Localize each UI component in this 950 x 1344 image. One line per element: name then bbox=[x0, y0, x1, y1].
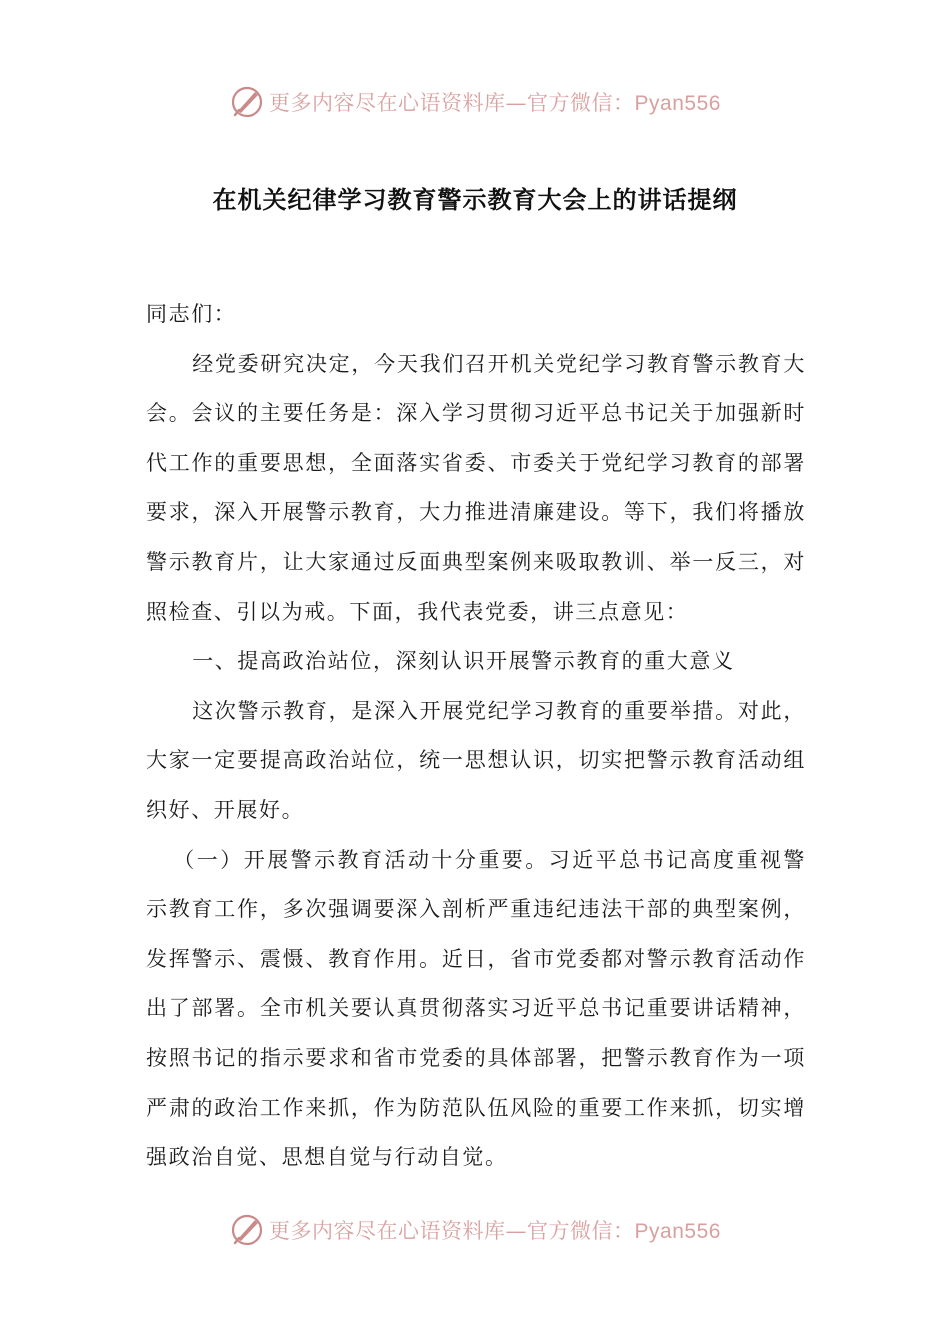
section-heading-1: 一、提高政治站位，深刻认识开展警示教育的重大意义 bbox=[192, 649, 735, 674]
paragraph-intro: 经党委研究决定，今天我们召开机关党纪学习教育警示教育大会。会议的主要任务是：深入学习贯彻习近平总书记关于加强新时代工作的重要思想，全面落实省委、市委关于党纪学习教育的部署要求，深入开展警示教育，大力推进清廉建设。等下，我们将播放警示教育片，让大家通过反面典型案例来吸取教训、举一反三，对照检查、引以为戒。下面，我代表党委，讲三点意见： bbox=[146, 351, 806, 624]
document-body bbox=[146, 290, 806, 1183]
footer-banner-text: 更多内容尽在心语资料库—官方微信：Pyan556 bbox=[269, 1219, 721, 1243]
header-banner-text: 更多内容尽在心语资料库—官方微信：Pyan556 bbox=[269, 91, 721, 115]
footer-wechat-id: Pyan556 bbox=[634, 1220, 721, 1243]
footer-banner bbox=[0, 1210, 950, 1250]
header-wechat-id: Pyan556 bbox=[634, 92, 721, 115]
page-title: 在机关纪律学习教育警示教育大会上的讲话提纲 bbox=[212, 186, 738, 214]
quill-logo-icon bbox=[229, 84, 265, 120]
salutation: 同志们： bbox=[146, 302, 237, 326]
paragraph-section-1: 这次警示教育，是深入开展党纪学习教育的重要举措。对此，大家一定要提高政治站位，统一思想认识，切实把警示教育活动组织好、开展好。 bbox=[146, 698, 806, 822]
paragraph-subsection-1: （一）开展警示教育活动十分重要。习近平总书记高度重视警示教育工作，多次强调要深入剖析严重违纪违法干部的典型案例，发挥警示、震慑、教育作用。近日，省市党委都对警示教育活动作出了部署。全市机关要认真贯彻落实习近平总书记重要讲话精神，按照书记的指示要求和省市党委的具体部署，把警示教育作为一项严肃的政治工作来抓，作为防范队伍风险的重要工作来抓，切实增强政治自觉、思想自觉与行动自觉。 bbox=[146, 847, 806, 1170]
header-banner bbox=[0, 82, 950, 122]
quill-logo-icon bbox=[229, 1212, 265, 1248]
